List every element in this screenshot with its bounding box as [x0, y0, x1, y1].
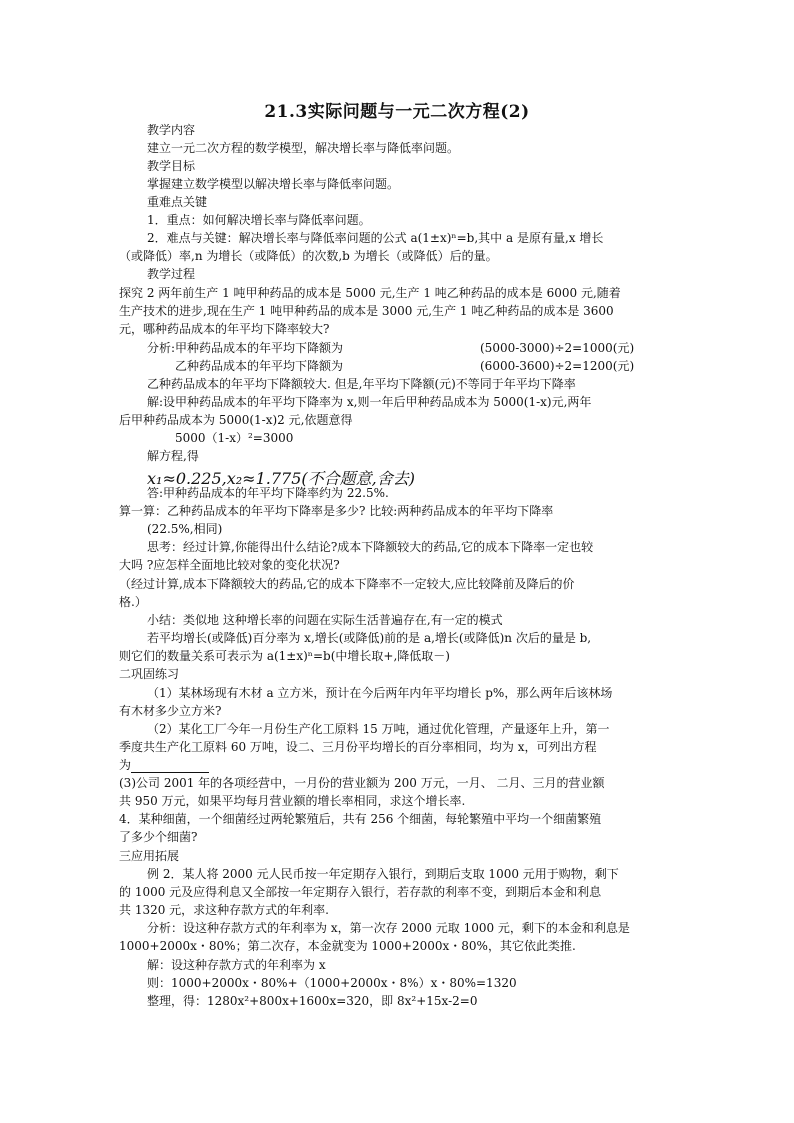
text-line: 大吗 ?应怎样全面地比较对象的变化状况?: [119, 558, 340, 572]
text-line: （或降低）率,n 为增长（或降低）的次数,b 为增长（或降低）后的量。: [119, 249, 498, 263]
example-line: 整理，得：1280x²+800x+1600x=320，即 8x²+15x-2=0: [147, 994, 478, 1008]
heading-objective: 教学目标: [147, 159, 196, 173]
heading-key-points: 重难点关键: [147, 195, 208, 209]
example-line: 分析：设这种存款方式的年利率为 x，第一次存 2000 元取 1000 元，剩下的本金和利息是: [147, 921, 630, 935]
example-line: 例 2．某人将 2000 元人民币按一年定期存入银行，到期后支取 1000 元用于购物，剩下: [147, 867, 619, 881]
example-line: 共 1320 元，求这种存款方式的年利率.: [119, 903, 329, 917]
text-line: 生产技术的进步,现在生产 1 吨甲种药品的成本是 3000 元,生产 1 吨乙种药品的成本是 3600: [119, 304, 614, 318]
text-line: 建立一元二次方程的数学模型，解决增长率与降低率问题。: [147, 141, 460, 155]
text-line: 1．重点：如何解决增长率与降低率问题。: [147, 213, 371, 227]
exercise-line: 季度共生产化工原料 60 万吨，设二、三月份平均增长的百分率相同，均为 x，可列出方程: [119, 740, 597, 754]
text-line: 探究 2 两年前生产 1 吨甲种药品的成本是 5000 元,生产 1 吨乙种药品的成本是 6000 元,随着: [119, 286, 621, 300]
exercise-prefix: 为: [119, 758, 132, 772]
text-line: 则它们的数量关系可表示为 a(1±x)ⁿ=b(中增长取+,降低取－): [119, 649, 450, 663]
heading-practice: 二巩固练习: [119, 667, 180, 681]
text-line: （经过计算,成本下降额较大的药品,它的成本下降率不一定较大,应比较降前及降后的价: [119, 577, 575, 591]
exercise-line: 4．某种细菌，一个细菌经过两轮繁殖后，共有 256 个细菌，每轮繁殖中平均一个细菌繁殖: [119, 812, 602, 826]
exercise-line: (3)公司 2001 年的各项经营中，一月份的营业额为 200 万元，一月、 二月、三月的营业额: [119, 776, 605, 790]
analysis-line: 乙种药品成本的年平均下降额为: [175, 359, 344, 373]
text-line: 格.）: [119, 595, 147, 609]
text-line: 若平均增长(或降低)百分率为 x,增长(或降低)前的是 a,增长(或降低)n 次后的量是 b,: [147, 631, 592, 645]
text-line: 2．难点与关键：解决增长率与降低率问题的公式 a(1±x)ⁿ=b,其中 a 是原有量,x 增长: [147, 231, 604, 245]
exercise-line: （2）某化工厂今年一月份生产化工原料 15 万吨，通过优化管理，产量逐年上升，第一: [147, 722, 610, 736]
analysis-result: (5000-3000)÷2=1000(元): [480, 341, 635, 355]
example-line: 的 1000 元及应得利息又全部按一年定期存入银行，若存款的利率不变，到期后本金和利息: [119, 885, 602, 899]
text-line: (22.5%,相同): [147, 522, 223, 536]
equation-line: 5000（1-x）²=3000: [175, 431, 294, 445]
text-line: 解:设甲种药品成本的年平均下降率为 x,则一年后甲种药品成本为 5000(1-x)元,两年: [147, 395, 592, 409]
text-line: 乙种药品成本的年平均下降额较大. 但是,年平均下降额(元)不等同于年平均下降率: [147, 377, 576, 391]
example-line: 则：1000+2000x・80%+（1000+2000x・8%）x・80%=1320: [147, 976, 517, 990]
heading-application: 三应用拓展: [119, 849, 180, 863]
exercise-line: 有木材多少立方米?: [119, 704, 222, 718]
exercise-line: 共 950 万元，如果平均每月营业额的增长率相同，求这个增长率.: [119, 794, 466, 808]
solution-formula: x₁≈0.225,x₂≈1.775(不合题意,舍去): [147, 469, 415, 488]
text-line: 元，哪种药品成本的年平均下降率较大?: [119, 322, 330, 336]
text-line: 后甲种药品成本为 5000(1-x)2 元,依题意得: [119, 413, 353, 427]
summary-line: 小结：类似地 这种增长率的问题在实际生活普遍存在,有一定的模式: [147, 613, 503, 627]
page-title: 21.3实际问题与一元二次方程(2): [264, 102, 530, 122]
exercise-line: （1）某林场现有木材 a 立方米，预计在今后两年内年平均增长 p%，那么两年后该林场: [147, 686, 613, 700]
heading-content: 教学内容: [147, 123, 196, 137]
text-line: 答:甲种药品成本的年平均下降率约为 22.5%.: [147, 486, 389, 500]
exercise-line-with-blank: [119, 758, 209, 773]
text-line: 掌握建立数学模型以解决增长率与降低率问题。: [147, 177, 400, 191]
analysis-result: (6000-3600)÷2=1200(元): [480, 359, 635, 373]
example-line: 1000+2000x・80%；第二次存，本金就变为 1000+2000x・80%，其它依此类推.: [119, 939, 576, 953]
exercise-line: 了多少个细菌?: [119, 830, 198, 844]
heading-process: 教学过程: [147, 267, 196, 281]
answer-blank: [131, 760, 209, 773]
text-line: 解方程,得: [147, 449, 199, 463]
text-line: 思考：经过计算,你能得出什么结论?成本下降额较大的药品,它的成本下降率一定也较: [147, 540, 594, 554]
example-line: 解：设这种存款方式的年利率为 x: [147, 958, 326, 972]
text-line: 算一算：乙种药品成本的年平均下降率是多少? 比较:两种药品成本的年平均下降率: [119, 504, 554, 518]
analysis-line: 分析:甲种药品成本的年平均下降额为: [147, 341, 344, 355]
